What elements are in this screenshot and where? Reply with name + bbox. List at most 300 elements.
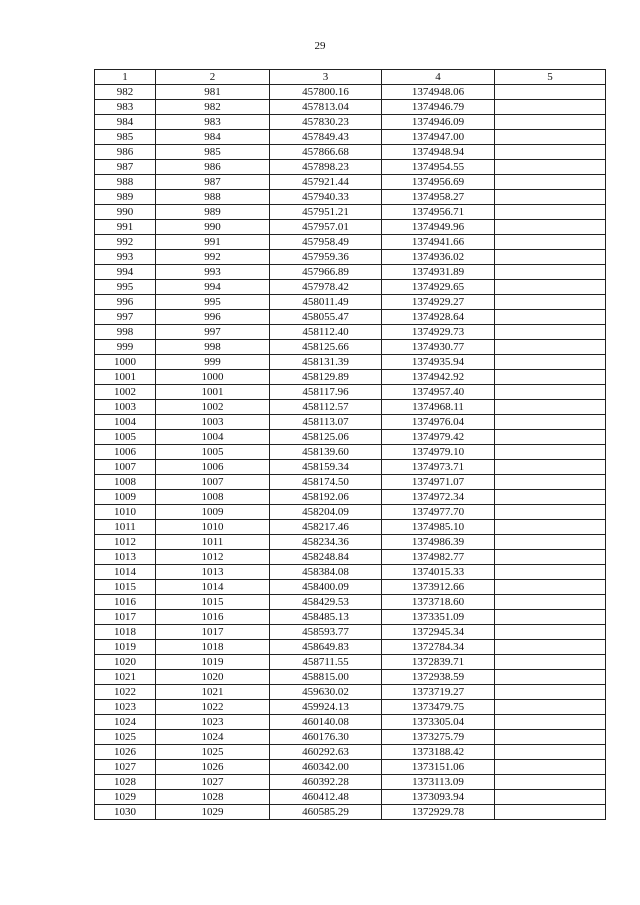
- table-cell-col-5: [495, 655, 606, 670]
- table-cell-col-5: [495, 430, 606, 445]
- table-cell-col-5: [495, 85, 606, 100]
- table-row: [95, 190, 606, 205]
- table-row: [95, 550, 606, 565]
- table-cell-col-5: [495, 520, 606, 535]
- table-cell-col-2: 1010: [156, 520, 270, 535]
- table-cell-col-3: 459630.02: [270, 685, 382, 700]
- table-cell-col-4: 1374941.66: [382, 235, 495, 250]
- table-cell-col-1: 998: [95, 325, 156, 340]
- table-cell-col-1: 987: [95, 160, 156, 175]
- table-cell-col-5: [495, 550, 606, 565]
- table-row: [95, 640, 606, 655]
- table-cell-col-2: 994: [156, 280, 270, 295]
- table-cell-col-2: 989: [156, 205, 270, 220]
- table-cell-col-1: 1007: [95, 460, 156, 475]
- table-cell-col-4: 1374968.11: [382, 400, 495, 415]
- table-row: [95, 85, 606, 100]
- table-cell-col-2: 1008: [156, 490, 270, 505]
- table-cell-col-4: 1373718.60: [382, 595, 495, 610]
- table-cell-col-5: [495, 265, 606, 280]
- table-cell-col-4: 1374958.27: [382, 190, 495, 205]
- table-cell-col-3: 458204.09: [270, 505, 382, 520]
- table-cell-col-2: 1015: [156, 595, 270, 610]
- table-row: [95, 325, 606, 340]
- table-cell-col-1: 1027: [95, 760, 156, 775]
- table-cell-col-5: [495, 640, 606, 655]
- table-cell-col-1: 1003: [95, 400, 156, 415]
- table-cell-col-5: [495, 805, 606, 820]
- table-cell-col-4: 1374971.07: [382, 475, 495, 490]
- table-cell-col-3: 457830.23: [270, 115, 382, 130]
- table-row: [95, 595, 606, 610]
- table-row: [95, 100, 606, 115]
- table-cell-col-4: 1374928.64: [382, 310, 495, 325]
- table-cell-col-3: 460292.63: [270, 745, 382, 760]
- table-row: [95, 745, 606, 760]
- table-cell-col-5: [495, 115, 606, 130]
- table-cell-col-2: 984: [156, 130, 270, 145]
- table-cell-col-1: 996: [95, 295, 156, 310]
- table-cell-col-3: 457958.49: [270, 235, 382, 250]
- column-header-3: 3: [270, 70, 382, 85]
- table-cell-col-3: 458234.36: [270, 535, 382, 550]
- table-cell-col-3: 458192.06: [270, 490, 382, 505]
- table-row: [95, 310, 606, 325]
- table-row: [95, 385, 606, 400]
- table-cell-col-5: [495, 670, 606, 685]
- table-cell-col-1: 1004: [95, 415, 156, 430]
- table-cell-col-3: 458174.50: [270, 475, 382, 490]
- table-cell-col-3: 457957.01: [270, 220, 382, 235]
- column-header-2: 2: [156, 70, 270, 85]
- table-row: [95, 460, 606, 475]
- table-cell-col-4: 1374979.42: [382, 430, 495, 445]
- table-row: [95, 400, 606, 415]
- table-row: [95, 340, 606, 355]
- table-cell-col-3: 457951.21: [270, 205, 382, 220]
- table-cell-col-3: 457800.16: [270, 85, 382, 100]
- table-cell-col-4: 1374935.94: [382, 355, 495, 370]
- table-cell-col-2: 1021: [156, 685, 270, 700]
- table-cell-col-2: 1022: [156, 700, 270, 715]
- table-row: [95, 700, 606, 715]
- table-cell-col-5: [495, 460, 606, 475]
- table-cell-col-1: 1014: [95, 565, 156, 580]
- table-cell-col-5: [495, 535, 606, 550]
- table-cell-col-4: 1373151.06: [382, 760, 495, 775]
- table-cell-col-1: 1002: [95, 385, 156, 400]
- table-row: [95, 250, 606, 265]
- table-cell-col-4: 1374986.39: [382, 535, 495, 550]
- table-cell-col-4: 1373719.27: [382, 685, 495, 700]
- table-cell-col-5: [495, 790, 606, 805]
- table-cell-col-1: 982: [95, 85, 156, 100]
- table-cell-col-4: 1373305.04: [382, 715, 495, 730]
- table-cell-col-1: 1019: [95, 640, 156, 655]
- table-row: [95, 265, 606, 280]
- table-cell-col-3: 460342.00: [270, 760, 382, 775]
- table-cell-col-3: 458400.09: [270, 580, 382, 595]
- table-cell-col-2: 1026: [156, 760, 270, 775]
- table-cell-col-4: 1374946.79: [382, 100, 495, 115]
- table-cell-col-2: 993: [156, 265, 270, 280]
- table-cell-col-4: 1373113.09: [382, 775, 495, 790]
- table-cell-col-4: 1374954.55: [382, 160, 495, 175]
- table-cell-col-1: 994: [95, 265, 156, 280]
- table-cell-col-3: 458159.34: [270, 460, 382, 475]
- table-row: [95, 535, 606, 550]
- table-cell-col-5: [495, 205, 606, 220]
- table-cell-col-4: 1374929.27: [382, 295, 495, 310]
- table-cell-col-4: 1372945.34: [382, 625, 495, 640]
- table-cell-col-1: 1010: [95, 505, 156, 520]
- table-cell-col-3: 457898.23: [270, 160, 382, 175]
- table-cell-col-5: [495, 715, 606, 730]
- table-cell-col-5: [495, 160, 606, 175]
- table-cell-col-2: 1005: [156, 445, 270, 460]
- table-cell-col-1: 1024: [95, 715, 156, 730]
- table-cell-col-1: 1026: [95, 745, 156, 760]
- column-header-4: 4: [382, 70, 495, 85]
- table-cell-col-1: 1022: [95, 685, 156, 700]
- table-row: [95, 670, 606, 685]
- table-cell-col-3: 457849.43: [270, 130, 382, 145]
- table-row: [95, 760, 606, 775]
- table-cell-col-4: 1374973.71: [382, 460, 495, 475]
- table-cell-col-5: [495, 625, 606, 640]
- table-cell-col-2: 1019: [156, 655, 270, 670]
- table-cell-col-1: 1017: [95, 610, 156, 625]
- table-cell-col-3: 460412.48: [270, 790, 382, 805]
- table-cell-col-2: 1020: [156, 670, 270, 685]
- table-cell-col-2: 1003: [156, 415, 270, 430]
- table-row: [95, 715, 606, 730]
- table-cell-col-4: 1374929.73: [382, 325, 495, 340]
- table-row: [95, 490, 606, 505]
- table-cell-col-3: 458112.57: [270, 400, 382, 415]
- table-cell-col-5: [495, 385, 606, 400]
- table-cell-col-5: [495, 565, 606, 580]
- table-cell-col-4: 1374956.69: [382, 175, 495, 190]
- table-cell-col-2: 987: [156, 175, 270, 190]
- table-cell-col-5: [495, 445, 606, 460]
- table-cell-col-2: 1018: [156, 640, 270, 655]
- table-cell-col-4: 1374015.33: [382, 565, 495, 580]
- table-cell-col-5: [495, 175, 606, 190]
- table-cell-col-1: 1023: [95, 700, 156, 715]
- table-cell-col-2: 1011: [156, 535, 270, 550]
- table-cell-col-4: 1373351.09: [382, 610, 495, 625]
- table-cell-col-3: 458112.40: [270, 325, 382, 340]
- table-row: [95, 475, 606, 490]
- table-cell-col-5: [495, 775, 606, 790]
- table-cell-col-5: [495, 235, 606, 250]
- table-cell-col-3: 458711.55: [270, 655, 382, 670]
- table-cell-col-1: 1030: [95, 805, 156, 820]
- table-cell-col-2: 1016: [156, 610, 270, 625]
- table-row: [95, 730, 606, 745]
- page-number: 29: [314, 40, 326, 52]
- table-cell-col-3: 458125.66: [270, 340, 382, 355]
- table-cell-col-3: 458649.83: [270, 640, 382, 655]
- table-cell-col-3: 458248.84: [270, 550, 382, 565]
- table-cell-col-1: 999: [95, 340, 156, 355]
- table-cell-col-3: 458131.39: [270, 355, 382, 370]
- table-cell-col-1: 1000: [95, 355, 156, 370]
- table-cell-col-5: [495, 340, 606, 355]
- table-cell-col-1: 1021: [95, 670, 156, 685]
- table-row: [95, 505, 606, 520]
- table-cell-col-4: 1374957.40: [382, 385, 495, 400]
- table-cell-col-2: 985: [156, 145, 270, 160]
- table-cell-col-3: 458593.77: [270, 625, 382, 640]
- table-cell-col-1: 991: [95, 220, 156, 235]
- table-cell-col-3: 457921.44: [270, 175, 382, 190]
- table-row: [95, 610, 606, 625]
- table-cell-col-1: 1005: [95, 430, 156, 445]
- table-cell-col-3: 457940.33: [270, 190, 382, 205]
- table-row: [95, 445, 606, 460]
- table-cell-col-4: 1373188.42: [382, 745, 495, 760]
- table-cell-col-4: 1374972.34: [382, 490, 495, 505]
- table-cell-col-5: [495, 730, 606, 745]
- table-cell-col-5: [495, 580, 606, 595]
- table-cell-col-5: [495, 130, 606, 145]
- table-cell-col-5: [495, 220, 606, 235]
- table-cell-col-2: 983: [156, 115, 270, 130]
- table-cell-col-2: 1023: [156, 715, 270, 730]
- table-row: [95, 115, 606, 130]
- table-cell-col-2: 1027: [156, 775, 270, 790]
- table-cell-col-4: 1374929.65: [382, 280, 495, 295]
- table-cell-col-3: 457978.42: [270, 280, 382, 295]
- table-cell-col-2: 998: [156, 340, 270, 355]
- table-row: [95, 565, 606, 580]
- table-cell-col-1: 1025: [95, 730, 156, 745]
- table-cell-col-2: 986: [156, 160, 270, 175]
- table-cell-col-2: 1006: [156, 460, 270, 475]
- table-cell-col-5: [495, 280, 606, 295]
- table-cell-col-4: 1374977.70: [382, 505, 495, 520]
- table-cell-col-2: 1001: [156, 385, 270, 400]
- table-cell-col-1: 995: [95, 280, 156, 295]
- table-cell-col-2: 1014: [156, 580, 270, 595]
- table-cell-col-1: 1008: [95, 475, 156, 490]
- table-row: [95, 130, 606, 145]
- table-row: [95, 370, 606, 385]
- table-cell-col-3: 457813.04: [270, 100, 382, 115]
- table-cell-col-3: 458125.06: [270, 430, 382, 445]
- table-cell-col-2: 1029: [156, 805, 270, 820]
- table-cell-col-5: [495, 295, 606, 310]
- table-cell-col-1: 997: [95, 310, 156, 325]
- table-cell-col-3: 458384.08: [270, 565, 382, 580]
- table-cell-col-3: 460392.28: [270, 775, 382, 790]
- table-row: [95, 805, 606, 820]
- table-cell-col-3: 458139.60: [270, 445, 382, 460]
- table-cell-col-4: 1374942.92: [382, 370, 495, 385]
- table-cell-col-1: 992: [95, 235, 156, 250]
- table-row: [95, 655, 606, 670]
- table-row: [95, 580, 606, 595]
- table-cell-col-4: 1372839.71: [382, 655, 495, 670]
- table-cell-col-4: 1374982.77: [382, 550, 495, 565]
- table-cell-col-2: 981: [156, 85, 270, 100]
- table-cell-col-3: 460140.08: [270, 715, 382, 730]
- table-cell-col-3: 458011.49: [270, 295, 382, 310]
- table-row: [95, 280, 606, 295]
- table-cell-col-1: 985: [95, 130, 156, 145]
- table-header-row: [95, 70, 606, 85]
- table-cell-col-5: [495, 310, 606, 325]
- table-cell-col-3: 457959.36: [270, 250, 382, 265]
- table-row: [95, 775, 606, 790]
- table-cell-col-1: 1016: [95, 595, 156, 610]
- table-cell-col-4: 1374948.94: [382, 145, 495, 160]
- table-cell-col-4: 1374948.06: [382, 85, 495, 100]
- table-cell-col-4: 1373479.75: [382, 700, 495, 715]
- table-cell-col-1: 983: [95, 100, 156, 115]
- table-cell-col-1: 986: [95, 145, 156, 160]
- table-cell-col-2: 1025: [156, 745, 270, 760]
- table-cell-col-1: 1029: [95, 790, 156, 805]
- table-cell-col-4: 1374931.89: [382, 265, 495, 280]
- table-row: [95, 145, 606, 160]
- table-cell-col-2: 1007: [156, 475, 270, 490]
- table-cell-col-2: 1024: [156, 730, 270, 745]
- table-row: [95, 430, 606, 445]
- table-cell-col-4: 1374956.71: [382, 205, 495, 220]
- table-cell-col-2: 1012: [156, 550, 270, 565]
- table-cell-col-2: 1000: [156, 370, 270, 385]
- table-cell-col-4: 1372938.59: [382, 670, 495, 685]
- table-cell-col-5: [495, 700, 606, 715]
- table-row: [95, 295, 606, 310]
- table-row: [95, 175, 606, 190]
- table-row: [95, 220, 606, 235]
- table-cell-col-4: 1374976.04: [382, 415, 495, 430]
- table-row: [95, 520, 606, 535]
- table-cell-col-1: 988: [95, 175, 156, 190]
- table-cell-col-5: [495, 685, 606, 700]
- table-cell-col-1: 1028: [95, 775, 156, 790]
- table-cell-col-5: [495, 190, 606, 205]
- table-cell-col-2: 996: [156, 310, 270, 325]
- table-cell-col-1: 1009: [95, 490, 156, 505]
- table-cell-col-3: 460585.29: [270, 805, 382, 820]
- table-cell-col-2: 1002: [156, 400, 270, 415]
- table-cell-col-4: 1372784.34: [382, 640, 495, 655]
- table-cell-col-1: 1011: [95, 520, 156, 535]
- table-cell-col-4: 1374936.02: [382, 250, 495, 265]
- column-header-1: 1: [95, 70, 156, 85]
- table-cell-col-5: [495, 370, 606, 385]
- table-cell-col-3: 458485.13: [270, 610, 382, 625]
- table-cell-col-1: 1020: [95, 655, 156, 670]
- table-cell-col-3: 457966.89: [270, 265, 382, 280]
- table-row: [95, 235, 606, 250]
- table-cell-col-1: 1006: [95, 445, 156, 460]
- table-cell-col-3: 458815.00: [270, 670, 382, 685]
- table-cell-col-1: 1015: [95, 580, 156, 595]
- table-cell-col-5: [495, 475, 606, 490]
- table-cell-col-4: 1374979.10: [382, 445, 495, 460]
- table-row: [95, 205, 606, 220]
- table-cell-col-1: 993: [95, 250, 156, 265]
- table-row: [95, 625, 606, 640]
- table-cell-col-2: 990: [156, 220, 270, 235]
- table-row: [95, 685, 606, 700]
- table-cell-col-5: [495, 745, 606, 760]
- table-cell-col-3: 458429.53: [270, 595, 382, 610]
- table-cell-col-5: [495, 490, 606, 505]
- column-header-5: 5: [495, 70, 606, 85]
- table-cell-col-4: 1374930.77: [382, 340, 495, 355]
- table-cell-col-3: 457866.68: [270, 145, 382, 160]
- table-cell-col-2: 1009: [156, 505, 270, 520]
- table-cell-col-1: 1001: [95, 370, 156, 385]
- table-cell-col-1: 989: [95, 190, 156, 205]
- table-cell-col-5: [495, 505, 606, 520]
- table-cell-col-2: 988: [156, 190, 270, 205]
- table-cell-col-4: 1373275.79: [382, 730, 495, 745]
- table-cell-col-2: 1017: [156, 625, 270, 640]
- table-cell-col-2: 991: [156, 235, 270, 250]
- table-cell-col-4: 1374949.96: [382, 220, 495, 235]
- table-cell-col-3: 458117.96: [270, 385, 382, 400]
- table-cell-col-3: 458129.89: [270, 370, 382, 385]
- table-cell-col-4: 1372929.78: [382, 805, 495, 820]
- table-cell-col-2: 992: [156, 250, 270, 265]
- table-cell-col-2: 999: [156, 355, 270, 370]
- table-cell-col-5: [495, 595, 606, 610]
- table-cell-col-5: [495, 355, 606, 370]
- table-cell-col-5: [495, 400, 606, 415]
- table-cell-col-2: 1013: [156, 565, 270, 580]
- table-row: [95, 355, 606, 370]
- table-cell-col-1: 1018: [95, 625, 156, 640]
- table-cell-col-5: [495, 145, 606, 160]
- table-cell-col-2: 1028: [156, 790, 270, 805]
- table-cell-col-3: 458217.46: [270, 520, 382, 535]
- table-cell-col-1: 1013: [95, 550, 156, 565]
- table-cell-col-3: 460176.30: [270, 730, 382, 745]
- table-row: [95, 415, 606, 430]
- table-cell-col-4: 1374985.10: [382, 520, 495, 535]
- table-cell-col-4: 1373093.94: [382, 790, 495, 805]
- table-cell-col-3: 458113.07: [270, 415, 382, 430]
- table-cell-col-2: 995: [156, 295, 270, 310]
- table-cell-col-5: [495, 250, 606, 265]
- table-cell-col-4: 1374947.00: [382, 130, 495, 145]
- coordinates-table: [94, 69, 606, 820]
- table-row: [95, 790, 606, 805]
- table-cell-col-5: [495, 415, 606, 430]
- table-cell-col-2: 1004: [156, 430, 270, 445]
- table-cell-col-4: 1373912.66: [382, 580, 495, 595]
- table-cell-col-5: [495, 760, 606, 775]
- table-cell-col-3: 459924.13: [270, 700, 382, 715]
- table-cell-col-2: 997: [156, 325, 270, 340]
- table-cell-col-4: 1374946.09: [382, 115, 495, 130]
- table-body: [95, 85, 606, 820]
- table-cell-col-3: 458055.47: [270, 310, 382, 325]
- table-row: [95, 160, 606, 175]
- table-cell-col-5: [495, 325, 606, 340]
- table-cell-col-1: 984: [95, 115, 156, 130]
- table-cell-col-5: [495, 100, 606, 115]
- table-cell-col-2: 982: [156, 100, 270, 115]
